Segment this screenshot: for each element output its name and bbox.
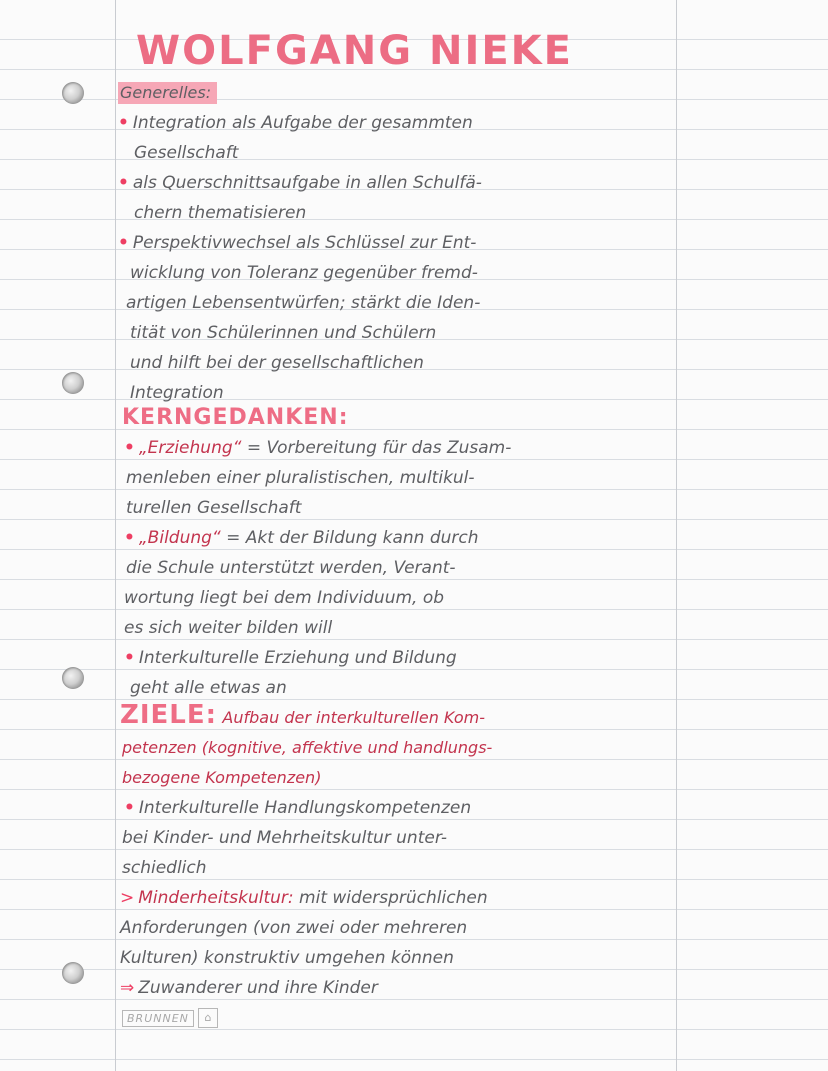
list-item (124, 433, 511, 463)
list-item (124, 643, 457, 673)
note-line: die Schule unterstützt werden, Verant- (126, 558, 456, 578)
note-line: chern thematisieren (134, 203, 307, 223)
note-line: bezogene Kompetenzen) (122, 768, 322, 787)
note-line: menleben einer pluralistischen, multikul- (126, 468, 475, 488)
bullet-icon: • (124, 798, 135, 818)
kerngedanken-heading: KERNGEDANKEN: (122, 405, 349, 430)
double-arrow-icon: ⇒ (120, 978, 135, 998)
note-text: Interkulturelle Erziehung und Bildung (138, 648, 457, 668)
list-item (124, 793, 471, 823)
note-line: turellen Gesellschaft (126, 498, 302, 518)
note-text: = Akt der Bildung kann durch (226, 528, 479, 548)
punch-hole-icon (62, 82, 84, 104)
heading-kerngedanken (122, 403, 349, 433)
left-margin-line (115, 0, 116, 1071)
term-minderheitskultur: Minderheitskultur: (138, 888, 294, 908)
note-line: Kulturen) konstruktiv umgehen können (120, 948, 454, 968)
list-item (120, 700, 485, 730)
note-line: petenzen (kognitive, affektive und handlungs- (122, 738, 493, 757)
note-line: tität von Schülerinnen und Schülern (130, 323, 437, 343)
punch-hole-icon (62, 962, 84, 984)
note-line: und hilft bei der gesellschaftlichen (130, 353, 424, 373)
list-item (118, 168, 482, 198)
list-item (120, 973, 378, 1003)
brand-logo-icon: ⌂ (198, 1008, 218, 1028)
note-line: artigen Lebensentwürfen; stärkt die Iden- (126, 293, 481, 313)
brand-label: BRUNNEN (122, 1010, 194, 1027)
note-line: geht alle etwas an (130, 678, 287, 698)
list-item (118, 228, 476, 258)
note-text: = Vorbereitung für das Zusam- (246, 438, 512, 458)
bullet-icon: • (118, 173, 129, 193)
right-margin-line (676, 0, 677, 1071)
generelles-heading: Generelles: (118, 82, 217, 104)
term-bildung: „Bildung“ (138, 528, 221, 548)
page-title: WOLFGANG NIEKE (136, 28, 573, 74)
note-line: Gesellschaft (134, 143, 239, 163)
list-item (120, 883, 488, 913)
punch-hole-icon (62, 372, 84, 394)
note-line: es sich weiter bilden will (124, 618, 333, 638)
note-line: bei Kinder- und Mehrheitskultur unter- (122, 828, 448, 848)
note-line: wicklung von Toleranz gegenüber fremd- (130, 263, 478, 283)
bullet-icon: • (124, 438, 135, 458)
bullet-icon: • (118, 113, 129, 133)
note-line: schiedlich (122, 858, 207, 878)
bullet-icon: • (124, 528, 135, 548)
note-line: Anforderungen (von zwei oder mehreren (120, 918, 468, 938)
term-erziehung: „Erziehung“ (138, 438, 242, 458)
note-text: Perspektivwechsel als Schlüssel zur Ent- (132, 233, 477, 253)
note-text: Aufbau der interkulturellen Kom- (222, 708, 485, 727)
arrow-icon: > (120, 888, 135, 908)
note-text: als Querschnittsaufgabe in allen Schulfä- (132, 173, 482, 193)
punch-hole-icon (62, 667, 84, 689)
note-line: Integration (130, 383, 224, 403)
note-text: Integration als Aufgabe der gesammten (132, 113, 473, 133)
bullet-icon: • (118, 233, 129, 253)
note-line: wortung liegt bei dem Individuum, ob (124, 588, 445, 608)
bullet-icon: • (124, 648, 135, 668)
note-text: mit widersprüchlichen (299, 888, 488, 908)
heading-generelles (118, 78, 217, 108)
ziele-heading: ZIELE: (120, 700, 218, 730)
note-text: Zuwanderer und ihre Kinder (138, 978, 378, 998)
list-item (124, 523, 479, 553)
note-text: Interkulturelle Handlungskompetenzen (138, 798, 472, 818)
list-item (118, 108, 473, 138)
